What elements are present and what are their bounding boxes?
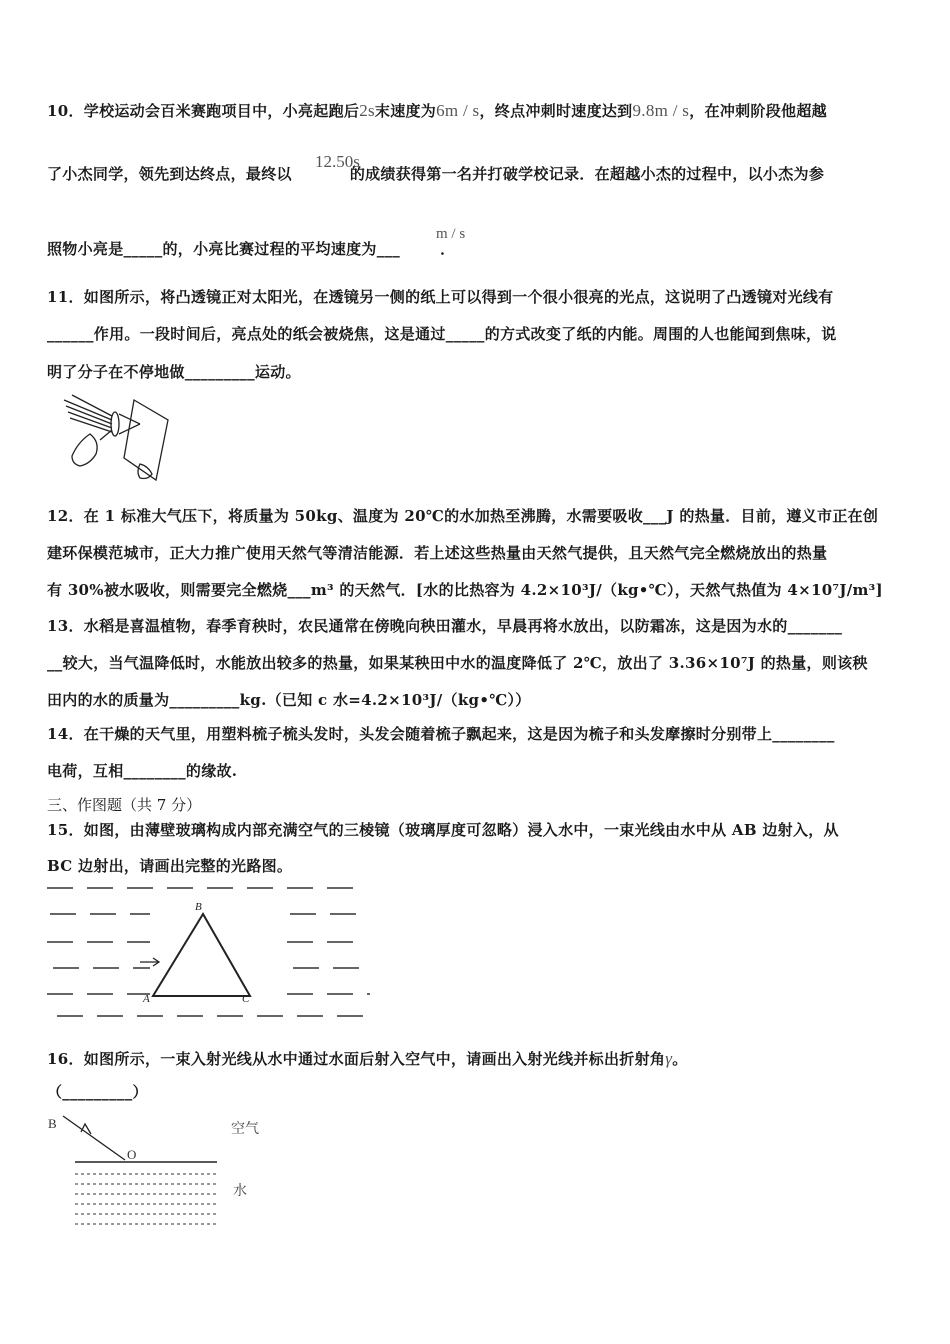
q13-line-2: __较大，当气温降低时，水能放出较多的热量，如果某秧田中水的温度降低了 2℃，放出了 3.36×10⁷J 的热量，则该秧 [47,654,868,672]
q10-math-98ms: 9.8m / s [632,101,690,120]
q15-prism-figure [45,880,380,1020]
q15-line-2: BC 边射出，请画出完整的光路图。 [47,857,293,875]
q11-lens-figure [60,392,175,482]
q14-line-1: 14．在干燥的天气里，用塑料梳子梳头发时，头发会随着梳子飘起来，这是因为梳子和头发摩擦时分别带上________ [47,725,835,743]
q13-line-1: 13．水稻是喜温植物，春季育秧时，农民通常在傍晚向秧田灌水，早晨再将水放出，以防霜冻，这是因为水的_______ [47,617,843,635]
q10-math-1250s: 12.50s [315,152,360,171]
label-b: B [48,1116,57,1131]
section-title: 三、作图题（共 7 分） [47,796,202,814]
q11-line-3: 明了分子在不停地做_________运动。 [47,363,301,381]
q10-line-3 [47,238,455,259]
q10-text-3a: 照物小亮是_____的，小亮比赛过程的平均速度为___ [47,240,401,258]
q13-line-3: 田内的水的质量为_________kg.（已知 c 水=4.2×10³J/（kg•℃）） [47,691,531,709]
q10-text-1d: ，在冲刺阶段他超越 [689,102,827,120]
label-o: O [127,1147,137,1162]
q10-text-3b: ． [440,240,456,258]
q10-math-2s: 2s [359,101,375,120]
q14-line-2: 电荷，互相________的缘故. [47,762,238,780]
q10-text-2b: 的成绩获得第一名并打破学校记录．在超越小杰的过程中，以小杰为参 [349,165,825,183]
label-water: 水 [233,1183,247,1199]
refracted-ray [63,1116,125,1160]
q16-text-1a: 16．如图所示，一束入射光线从水中通过水面后射入空气中，请画出入射光线并标出折射角 [47,1050,666,1068]
q10-line-2 [47,163,824,184]
q16-text-1b: 。 [672,1050,688,1068]
water-dashes [75,1174,217,1224]
q10-text-1b: 末速度为 [374,102,437,120]
label-a: A [143,993,150,1005]
q12-line-3: 有 30%被水吸收，则需要完全燃烧___m³ 的天然气．[水的比热容为 4.2×10³J/（kg•℃），天然气热值为 4×10⁷J/m³] [47,581,883,599]
q16-line-1 [47,1048,688,1069]
q15-line-1: 15．如图，由薄壁玻璃构成内部充满空气的三棱镜（玻璃厚度可忽略）浸入水中，一束光线由水中从 AB 边射入，从 [47,821,839,839]
q12-line-2: 建环保模范城市，正大力推广使用天然气等清洁能源．若上述这些热量由天然气提供，且天然气完全燃烧放出的热量 [47,544,828,562]
q10-math-6ms: 6m / s [436,101,480,120]
q11-line-1: 11．如图所示，将凸透镜正对太阳光，在透镜另一侧的纸上可以得到一个很小很亮的光点，这说明了凸透镜对光线有 [47,288,834,306]
label-b: B [195,901,202,913]
label-air: 空气 [231,1121,259,1137]
q16-gamma: γ [665,1049,673,1068]
q16-answer-blank: （_________） [47,1083,148,1101]
q12-line-1: 12．在 1 标准大气压下，将质量为 50kg、温度为 20℃的水加热至沸腾，水需要吸收___J 的热量．目前，遵义市正在创 [47,507,879,525]
label-c: C [242,993,250,1005]
q10-line-1 [47,100,827,121]
q10-text-1c: ，终点冲刺时速度达到 [479,102,633,120]
q10-text-2a: 了小杰同学，领先到达终点，最终以 [47,165,292,183]
q10-math-ms: m / s [436,226,466,242]
q10-text-1a: 10．学校运动会百米赛跑项目中，小亮起跑后 [47,102,360,120]
q11-line-2: ______作用。一段时间后，亮点处的纸会被烧焦，这是通过_____的方式改变了纸的内能。周围的人也能闻到焦味，说 [47,325,837,343]
